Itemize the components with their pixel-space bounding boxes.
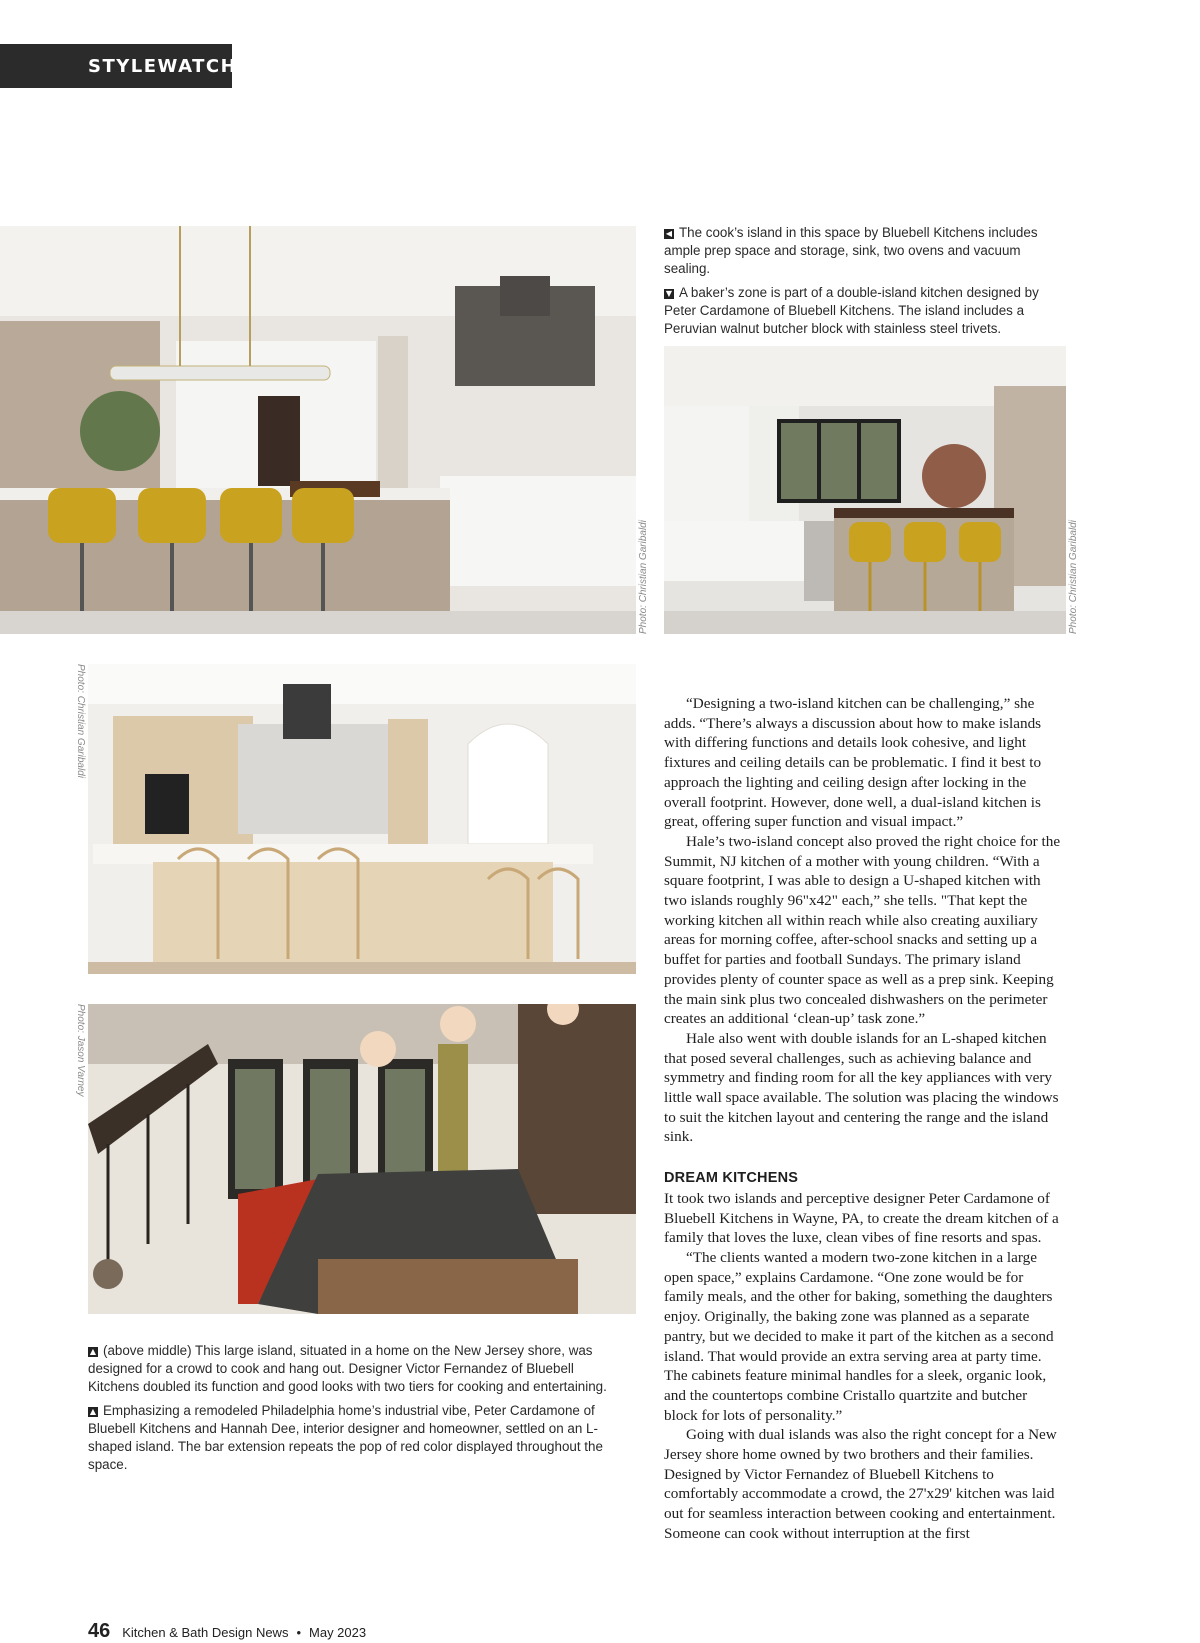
caption-bottom (88, 1342, 628, 1480)
article-paragraph: “The clients wanted a modern two-zone kitchen in a large open space,” explains Cardamone. “One zone would be for family meals, and the other for baking, something the daughters enjoy. Originally, the baking zone was planned as a separate pantry, but we decided to make it part of the kitchen as a second island. That would provide an extra serving area at party time. The cabinets feature minimal handles for a sleek, organic look, and the countertops combine Cristallo quartzite and butcher block for lots of personality.” (664, 1248, 1054, 1424)
caption-text: Emphasizing a remodeled Philadelphia home’s industrial vibe, Peter Cardamone of Bluebell Kitchens and Hannah Dee, interior designer and homeowner, settled on an L-shaped island. The bar extension repeats the pop of red color displayed throughout the space. (88, 1403, 603, 1472)
photo-philadelphia-island (88, 1004, 636, 1314)
caption-text: (above middle) This large island, situated in a home on the New Jersey shore, was designed for a crowd to cook and hang out. Designer Victor Fernandez of Bluebell Kitchens doubled its function and good looks with two tiers for cooking and entertaining. (88, 1343, 607, 1394)
photo-credit: Photo: Christian Garibaldi (1068, 520, 1079, 634)
photo-cooks-island (0, 226, 636, 634)
photo-nj-shore-island (88, 664, 636, 974)
arrow-left-icon: ◀ (665, 229, 673, 238)
article-paragraph: “Designing a two-island kitchen can be challenging,” she adds. “There’s always a discussion about how to make islands with differing functions and details look cohesive, and light fixtures and ceiling details can be problematic. I find it best to approach the lighting and ceiling design after locking in the overall footprint. However, done well, a dual-island kitchen is great, offering super function and visual impact.” (664, 695, 1042, 831)
footer-separator: • (296, 1625, 302, 1640)
section-label: STYLEWATCH (0, 44, 232, 88)
arrow-down-icon: ▼ (665, 289, 673, 298)
caption-top (664, 224, 1064, 344)
photo-credit: Photo: Christian Garibaldi (638, 520, 649, 634)
article-paragraph: Hale also went with double islands for an L-shaped kitchen that posed several challenges, such as achieving balance and symmetry and finding room for all the key appliances with very little wall space available. The solution was placing the windows to suit the kitchen layout and centering the range and the island sink. (664, 1029, 1059, 1146)
article-paragraph: Hale’s two-island concept also proved the right choice for the Summit, NJ kitchen of a mother with young children. “With a square footprint, I was able to design a U-shaped kitchen with two islands roughly 96"x42" each,” she tells. "That kept the working kitchen all within reach while also creating auxiliary areas for morning coffee, after-school snacks and setting up a buffet for parties and football Sundays. The primary island provides plenty of counter space as well as a prep sink. Keeping the main sink plus two concealed dishwashers on the perimeter creates an additional ‘clean-up’ task zone.” (664, 832, 1061, 1028)
photo-bakers-zone (664, 346, 1066, 634)
photo-credit: Photo: Jason Varney (75, 1004, 86, 1097)
page-number: 46 (88, 1620, 111, 1642)
issue-date: May 2023 (309, 1625, 367, 1640)
arrow-up-icon: ▲ (89, 1407, 97, 1416)
photo-credit: Photo: Christian Garibaldi (75, 664, 86, 778)
caption-text: The cook’s island in this space by Bluebell Kitchens includes ample prep space and storage, sink, two ovens and vacuum sealing. (664, 225, 1038, 276)
article-body (664, 694, 1064, 1544)
article-lead: It took two islands and perceptive designer Peter Cardamone of Bluebell Kitchens in Wayne, PA, to create the dream kitchen of a family that loves the luxe, clean vibes of fine resorts and spas. (664, 1189, 1059, 1247)
caption-text: A baker’s zone is part of a double-island kitchen designed by Peter Cardamone of Bluebell Kitchens. The island includes a Peruvian walnut butcher block with stainless steel trivets. (664, 285, 1039, 336)
arrow-up-icon: ▲ (89, 1347, 97, 1356)
section-heading: DREAM KITCHENS (664, 1170, 799, 1187)
publication-name: Kitchen & Bath Design News (122, 1625, 289, 1640)
article-paragraph: Going with dual islands was also the right concept for a New Jersey shore home owned by two brothers and their families. Designed by Victor Fernandez of Bluebell Kitchens to comfortably accommodate a crowd, the 27'x29' kitchen was laid out for seamless interaction between cooking and entertainment. Someone can cook without interruption at the first (664, 1426, 1057, 1542)
